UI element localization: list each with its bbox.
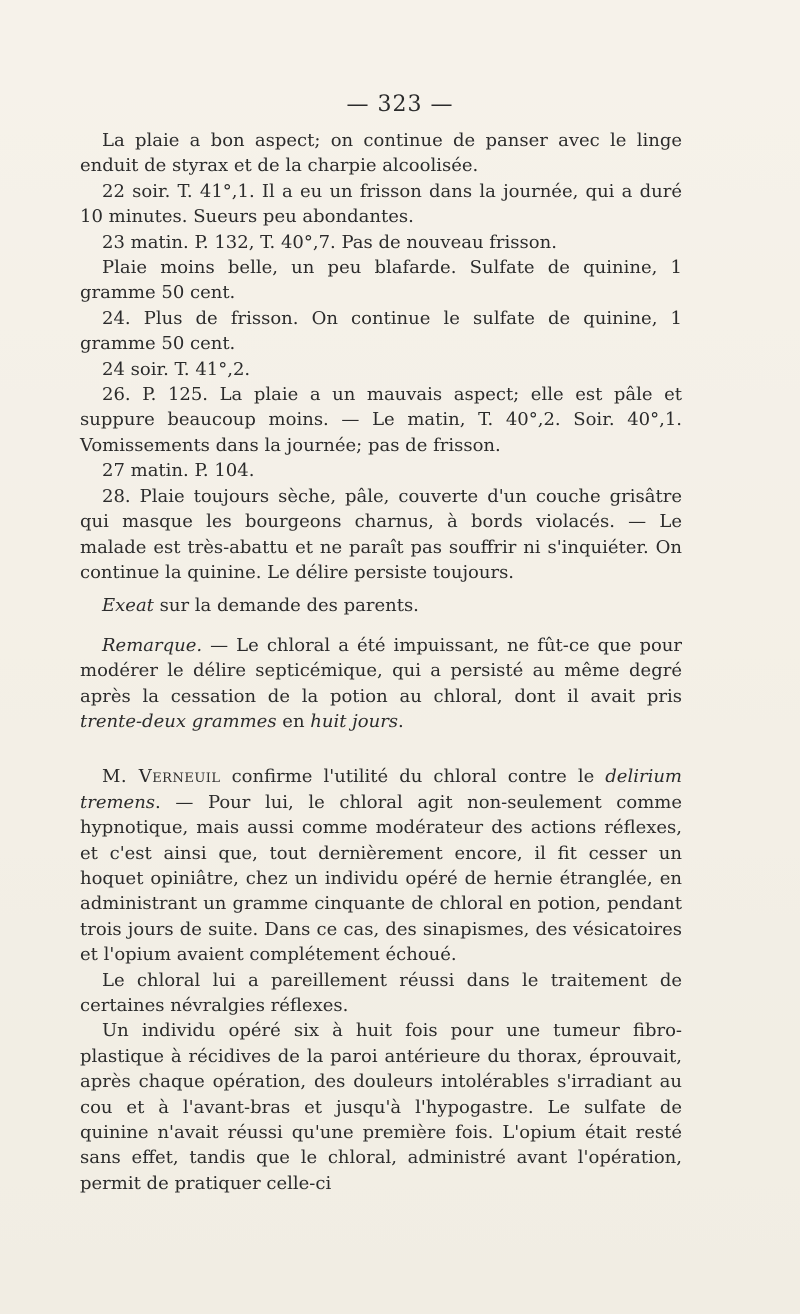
nevralgies-paragraph: Le chloral lui a pareillement réussi dans le traitement de certaines névralgies réflexes. <box>80 969 682 1016</box>
entry-24-soir: 24 soir. T. 41°,2. <box>102 358 251 380</box>
speaker-name: M. Verneuil <box>102 766 221 788</box>
remarque-label: Remarque. <box>102 634 203 656</box>
entry-23-matin: 23 matin. P. 132, T. 40°,7. Pas de nouveau frisson. <box>102 231 557 253</box>
paragraph-plaie-moins: Plaie moins belle, un peu blafarde. Sulfate de quinine, 1 gramme 50 cent. <box>80 257 682 304</box>
exeat-italic: Exeat <box>102 595 154 617</box>
verneuil-italic: delirium tremens <box>80 766 682 813</box>
remarque-paragraph <box>80 633 682 735</box>
paragraph-plaie: La plaie a bon aspect; on continue de panser avec le linge enduit de styrax et de la charpie alcoolisée. <box>80 130 682 177</box>
verneuil-paragraph <box>80 764 682 967</box>
verneuil-text1: confirme l'utilité du chloral contre le <box>220 766 606 788</box>
entry-22-soir: 22 soir. T. 41°,1. Il a eu un frisson dans la journée, qui a duré 10 minutes. Sueurs peu abondantes. <box>80 180 682 228</box>
remarque-text: — Le chloral a été impuissant, ne fût-ce que pour modérer le délire septicémique, qui a persisté au même degré après la cessation de la potion au chloral, dont il avait pris <box>80 634 682 707</box>
entry-26: 26. P. 125. La plaie a un mauvais aspect; elle est pâle et suppure beaucoup moins. — Le matin, T. 40°,2. Soir. 40°,1. Vomissements dans la journée; pas de frisson. <box>80 384 682 456</box>
entry-28: 28. Plaie toujours sèche, pâle, couverte d'un couche grisâtre qui masque les bourgeons charnus, à bords violacés. — Le malade est très-abattu et ne paraît pas souffrir ni s'inquiéter. On continue la quinine. Le délire persiste toujours. <box>80 485 682 583</box>
body-text <box>80 128 682 1196</box>
verneuil-text2: . — Pour lui, le chloral agit non-seulement comme hypnotique, mais aussi comme modérateur des actions réflexes, et c'est ainsi que, tout dernièrement encore, il fit cesser un hoquet opiniâtre, chez un individu opéré de hernie étranglée, en administrant un gramme cinquante de chloral en potion, pendant trois jours de suite. Dans ce cas, des sinapismes, des vésicatoires et l'opium avaient complétement échoué. <box>80 791 682 966</box>
remarque-italic2: huit jours <box>310 710 399 732</box>
entry-27-matin: 27 matin. P. 104. <box>102 460 255 482</box>
remarque-end: . <box>398 710 404 732</box>
page-number: — 323 — <box>346 92 454 117</box>
remarque-mid: en <box>276 710 311 732</box>
individu-paragraph: Un individu opéré six à huit fois pour une tumeur fibro-plastique à récidives de la paroi antérieure du thorax, éprouvait, après chaque opération, des douleurs intolérables s'irradiant au cou et à l'avant-bras et jusqu'à l'hypogastre. Le sulfate de quinine n'avait réussi qu'une première fois. L'opium était resté sans effet, tandis que le chloral, administré avant l'opération, permit de pratiquer celle-ci <box>80 1020 682 1194</box>
entry-24: 24. Plus de frisson. On continue le sulfate de quinine, 1 gramme 50 cent. <box>80 307 682 355</box>
exeat-line <box>80 593 682 618</box>
remarque-italic: trente-deux grammes <box>80 710 277 732</box>
exeat-text: sur la demande des parents. <box>153 595 419 617</box>
